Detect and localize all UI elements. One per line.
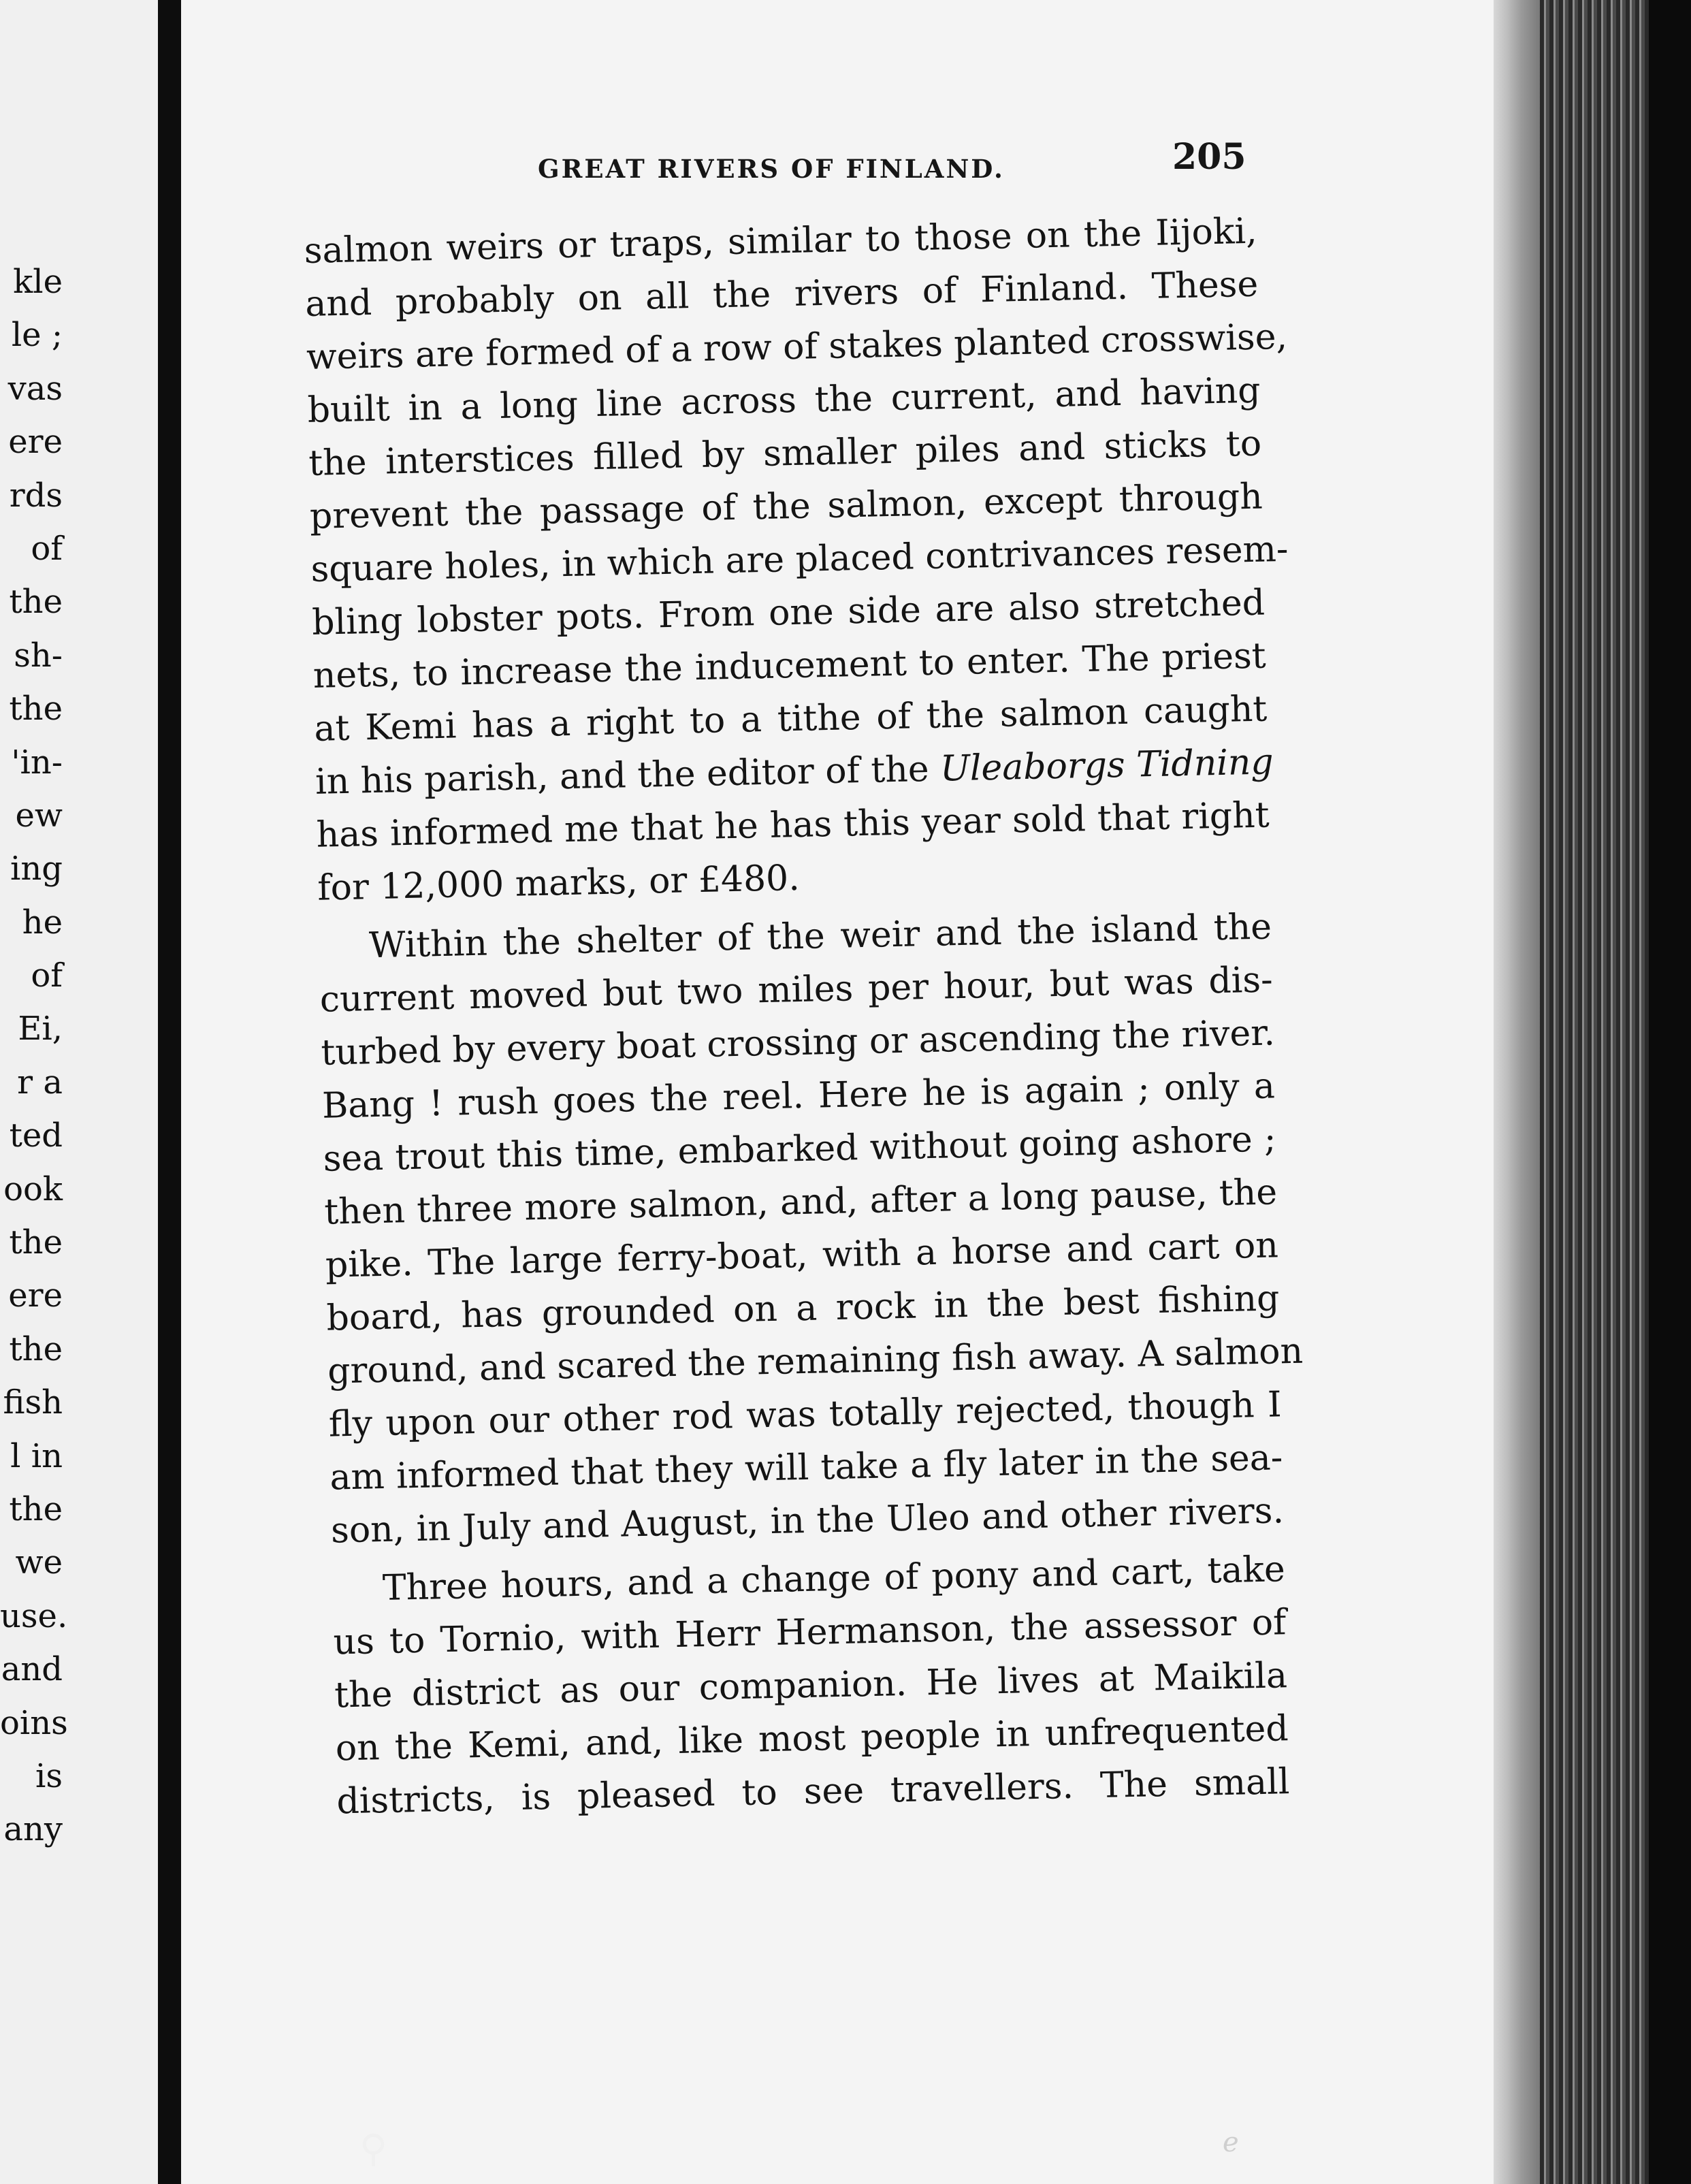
text-line: sea trout this time, embarked without going ashore ;	[323, 1119, 1277, 1180]
text-line: am informed that they will take a fly later in the sea-	[329, 1437, 1283, 1498]
text-line: son, in July and August, in the Uleo and other rivers.	[330, 1490, 1285, 1552]
left-page-fragment: the	[9, 583, 63, 622]
left-page-fragment: ere	[8, 1276, 63, 1315]
left-page-fragment: ted	[9, 1117, 63, 1155]
left-page-fragment: the	[9, 1330, 63, 1368]
text-line: and probably on all the rivers of Finland. These	[304, 263, 1259, 325]
left-page-fragment: is	[35, 1756, 63, 1795]
text-line: pike. The large ferry-boat, with a horse and cart on	[325, 1225, 1279, 1286]
text-line: at Kemi has a right to a tithe of the salmon caught	[313, 688, 1268, 750]
left-page-fragment: use.	[0, 1596, 68, 1635]
left-page-fragment: sh-	[14, 636, 63, 675]
text-line: for 12,000 marks, or £480.	[317, 857, 801, 909]
text-line: fly upon our other rod was totally rejected, though I	[328, 1384, 1283, 1445]
text-line: districts, is pleased to see travellers. The small	[336, 1761, 1290, 1822]
text-line: nets, to increase the inducement to enter. The priest	[312, 635, 1267, 696]
left-page-fragment: fish	[3, 1383, 63, 1422]
paragraph-2	[318, 900, 1304, 1557]
left-page-fragment: r a	[17, 1063, 63, 1102]
text-line: then three more salmon, and, after a long pause, the	[323, 1172, 1278, 1233]
page-stack-edge	[1540, 0, 1649, 2184]
text-line: Bang ! rush goes the reel. Here he is again ; only a	[321, 1065, 1276, 1127]
page-edge-shadow	[1494, 0, 1540, 2184]
left-page-fragment: of	[31, 529, 63, 568]
left-page-fragment: ook	[3, 1170, 63, 1208]
left-page-fragment: l in	[10, 1436, 63, 1475]
left-page-text-fragments	[0, 255, 68, 1857]
page-number: 205	[1172, 136, 1246, 178]
text-line: board, has grounded on a rock in the best fishing	[326, 1278, 1280, 1339]
text-line: turbed by every boat crossing or ascending the river.	[320, 1012, 1276, 1074]
left-page-fragment: Ei,	[18, 1010, 63, 1048]
left-page-fragment: he	[22, 903, 63, 942]
text-run: in his parish, and the editor of the	[315, 748, 941, 803]
text-line: has informed me that he has this year sold that right	[316, 794, 1270, 856]
left-page-fragment: we	[15, 1543, 63, 1582]
text-line: prevent the passage of the salmon, except through	[309, 476, 1263, 537]
text-line: Three hours, and a change of pony and cart, take	[382, 1549, 1286, 1609]
left-page-fragment: rds	[9, 476, 63, 515]
scan-mark-icon: ⚲	[359, 2127, 388, 2171]
text-line: Within the shelter of the weir and the island the	[368, 906, 1272, 967]
running-head: GREAT RIVERS OF FINLAND.	[538, 154, 1005, 184]
left-page-fragment: vas	[7, 369, 63, 408]
left-page-fragment: ing	[10, 850, 63, 888]
text-line: built in a long line across the current, and having	[307, 370, 1261, 431]
text-line: bling lobster pots. From one side are also stretched	[311, 582, 1266, 643]
left-page-fragment: of	[31, 957, 63, 995]
left-page-fragment: any	[3, 1810, 63, 1849]
left-page-fragment: ere	[8, 423, 63, 462]
newspaper-title: Uleaborgs Tidning	[939, 741, 1274, 790]
text-line: on the Kemi, and, like most people in unfrequented	[335, 1708, 1289, 1769]
left-page-fragment: ew	[15, 796, 63, 835]
body-text	[304, 205, 1304, 1829]
text-line: the district as our companion. He lives at Maikila	[334, 1655, 1288, 1716]
text-line: us to Tornio, with Herr Hermanson, the assessor of	[332, 1602, 1287, 1663]
left-page-fragment: 'in-	[11, 743, 63, 782]
text-line: ground, and scared the remaining fish away. A salmon	[327, 1330, 1304, 1392]
left-page-fragment: the	[9, 690, 63, 728]
scan-mark-icon: ℯ	[1223, 2127, 1239, 2158]
book-gutter	[158, 0, 181, 2184]
text-line: square holes, in which are placed contrivances resem-	[310, 528, 1289, 590]
paragraph-1	[304, 205, 1289, 915]
scan-border	[1649, 0, 1691, 2184]
paragraph-3	[332, 1543, 1290, 1828]
left-page-fragment: the	[9, 1490, 63, 1528]
left-facing-page	[0, 0, 158, 2184]
left-page-fragment: oins	[0, 1703, 68, 1742]
left-page-fragment: le ;	[11, 316, 63, 355]
left-page-fragment: the	[9, 1223, 63, 1262]
text-line: salmon weirs or traps, similar to those on the Iijoki,	[304, 210, 1258, 272]
text-line: the interstices filled by smaller piles and sticks to	[308, 423, 1262, 484]
left-page-fragment: and	[1, 1650, 63, 1689]
text-line: current moved but two miles per hour, but was dis-	[319, 959, 1274, 1021]
left-page-fragment: kle	[13, 263, 63, 301]
text-line: weirs are formed of a row of stakes planted crosswise,	[306, 316, 1288, 378]
